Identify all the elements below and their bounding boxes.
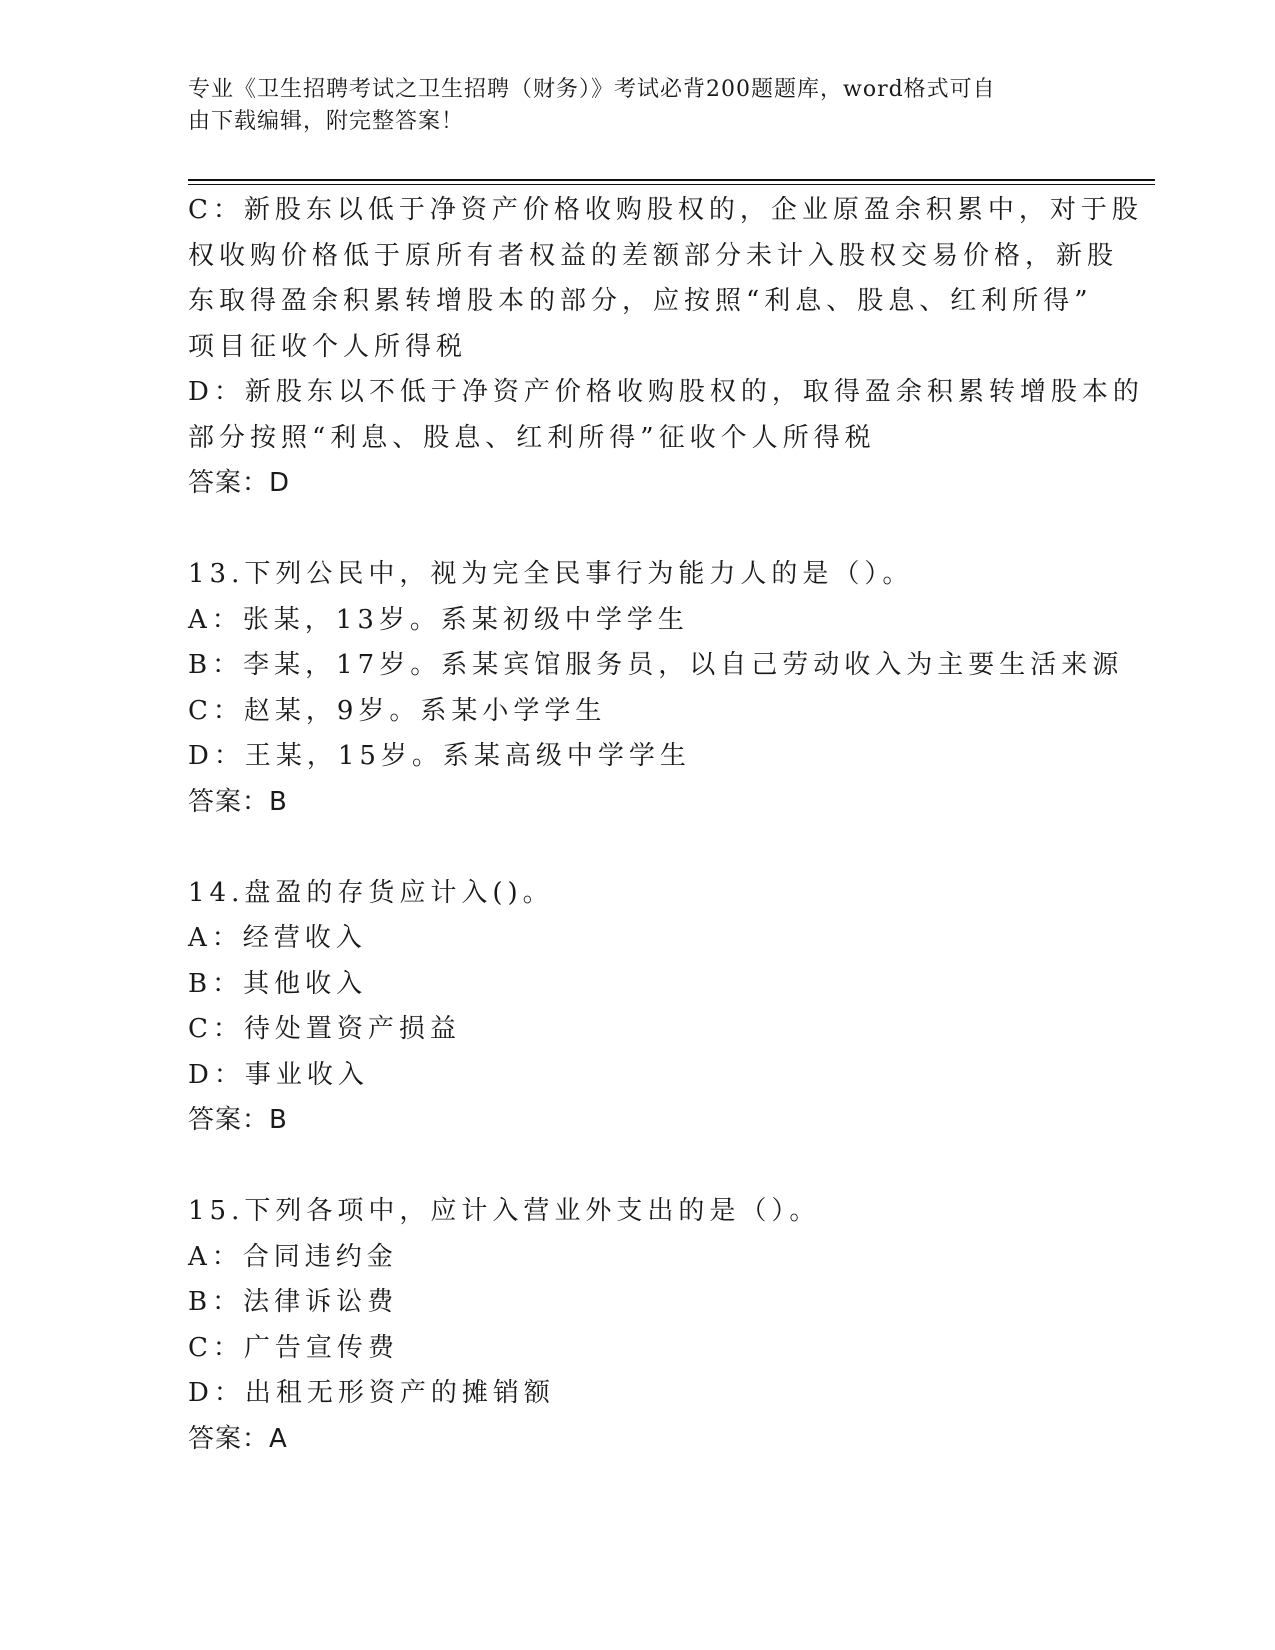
question-12-tail (188, 188, 1144, 507)
option-a: A：张某，13岁。系某初级中学学生 (188, 604, 689, 635)
answer-line: 答案：D (188, 468, 291, 498)
option-b: B：法律诉讼费 (188, 1287, 399, 1317)
header-rule-thick (188, 179, 1155, 181)
option-c-line-2: 权收购价格低于原所有者权益的差额部分未计入股权交易价格，新股 (188, 240, 1119, 271)
option-d-line-1: D：新股东以不低于净资产价格收购股权的，取得盈余积累转增股本的 (188, 377, 1144, 407)
option-a: A：合同违约金 (188, 1241, 398, 1272)
header-line-1: 专业《卫生招聘考试之卫生招聘（财务）》考试必背200题题库，word格式可自 (188, 77, 996, 102)
option-c: C：广告宣传费 (188, 1332, 399, 1363)
spacer (188, 825, 1088, 871)
option-d: D：事业收入 (188, 1059, 369, 1090)
question-14 (188, 871, 1088, 1144)
option-d-line-2: 部分按照“利息、股息、红利所得”征收个人所得税 (188, 422, 876, 453)
option-b: B：李某，17岁。系某宾馆服务员，以自己劳动收入为主要生活来源 (188, 650, 1124, 680)
header-line-2: 由下载编辑，附完整答案！ (188, 109, 465, 134)
header-rule-thin (188, 184, 1155, 185)
option-c: C：赵某，9岁。系某小学学生 (188, 695, 607, 726)
option-d: D：出租无形资产的摊销额 (188, 1378, 555, 1408)
option-c: C：待处置资产损益 (188, 1014, 461, 1044)
spacer (188, 507, 1088, 553)
question-15 (188, 1189, 1088, 1462)
answer-line: 答案：B (188, 786, 288, 817)
question-list (188, 188, 1144, 1462)
question-stem: 15.下列各项中，应计入营业外支出的是（）。 (188, 1196, 821, 1226)
option-c-line-3: 东取得盈余积累转增股本的部分，应按照“利息、股息、红利所得” (188, 286, 1093, 316)
option-d: D：王某，15岁。系某高级中学学生 (188, 741, 691, 771)
option-c-line-4: 项目征收个人所得税 (188, 331, 468, 362)
option-a: A：经营收入 (188, 923, 367, 953)
option-c-line-1: C：新股东以低于净资产价格收购股权的，企业原盈余积累中，对于股 (188, 195, 1143, 225)
option-b: B：其他收入 (188, 968, 368, 999)
answer-line: 答案：A (188, 1423, 288, 1454)
question-stem: 13.下列公民中，视为完全民事行为能力人的是（）。 (188, 559, 914, 589)
answer-line: 答案：B (188, 1105, 288, 1135)
question-13 (188, 552, 1124, 825)
document-header (188, 74, 1068, 138)
question-stem: 14.盘盈的存货应计入()。 (188, 877, 554, 908)
spacer (188, 1144, 1088, 1190)
